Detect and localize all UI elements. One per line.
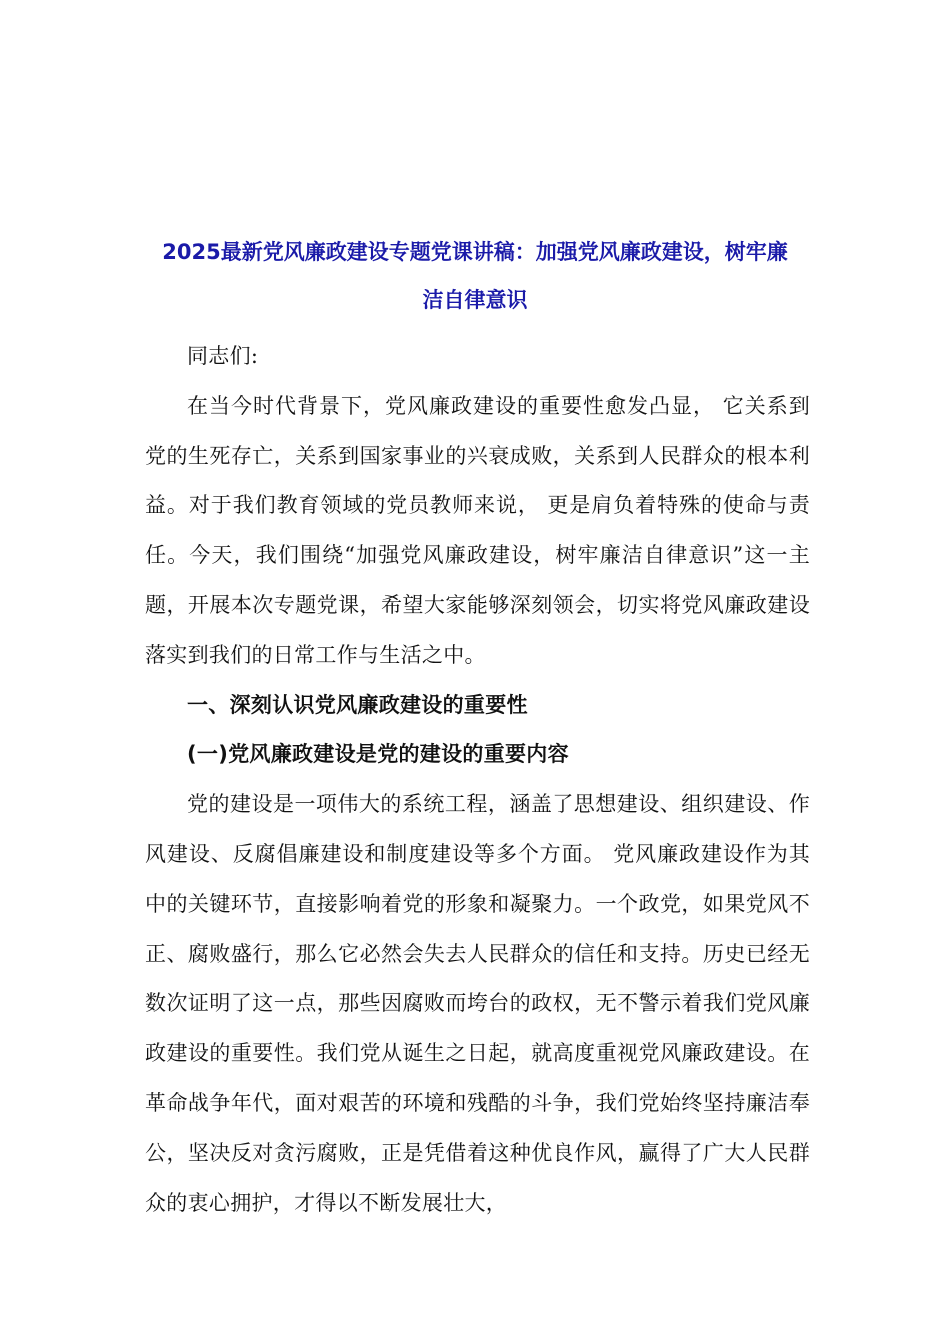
document-body xyxy=(145,332,810,1228)
section-heading: 一、深刻认识党风廉政建设的重要性 xyxy=(187,692,528,717)
salutation: 同志们: xyxy=(187,344,259,368)
body-paragraph: 党的建设是一项伟大的系统工程，涵盖了思想建设、组织建设、作风建设、反腐倡廉建设和制度建设等多个方面。 党风廉政建设作为其中的关键环节，直接影响着党的形象和凝聚力。一个政党，如果党风不正、腐败盛行，那么它必然会失去人民群众的信任和支持。历史已经无数次证明了这一点，那些因腐败而垮台的政权，无不警示着我们党风廉政建设的重要性。我们党从诞生之日起，就高度重视党风廉政建设。在革命战争年代，面对艰苦的环境和残酷的斗争，我们党始终坚持廉洁奉公，坚决反对贪污腐败，正是凭借着这种优良作风，赢得了广大人民群众的衷心拥护，才得以不断发展壮大， xyxy=(145,792,810,1215)
document-title xyxy=(130,228,820,324)
title-line-2: 洁自律意识 xyxy=(422,288,528,312)
title-line-1: 2025最新党风廉政建设专题党课讲稿：加强党风廉政建设，树牢廉 xyxy=(162,240,788,264)
subsection-heading: (一)党风廉政建设是党的建设的重要内容 xyxy=(187,742,569,767)
intro-paragraph: 在当今时代背景下，党风廉政建设的重要性愈发凸显， 它关系到党的生死存亡，关系到国家事业的兴衰成败，关系到人民群众的根本利益。对于我们教育领域的党员教师来说， 更是肩负着特殊的使命与责任。今天，我们围绕“加强党风廉政建设，树牢廉洁自律意识”这一主题，开展本次专题党课，希望大家能够深刻领会，切实将党风廉政建设落实到我们的日常工作与生活之中。 xyxy=(145,393,810,667)
